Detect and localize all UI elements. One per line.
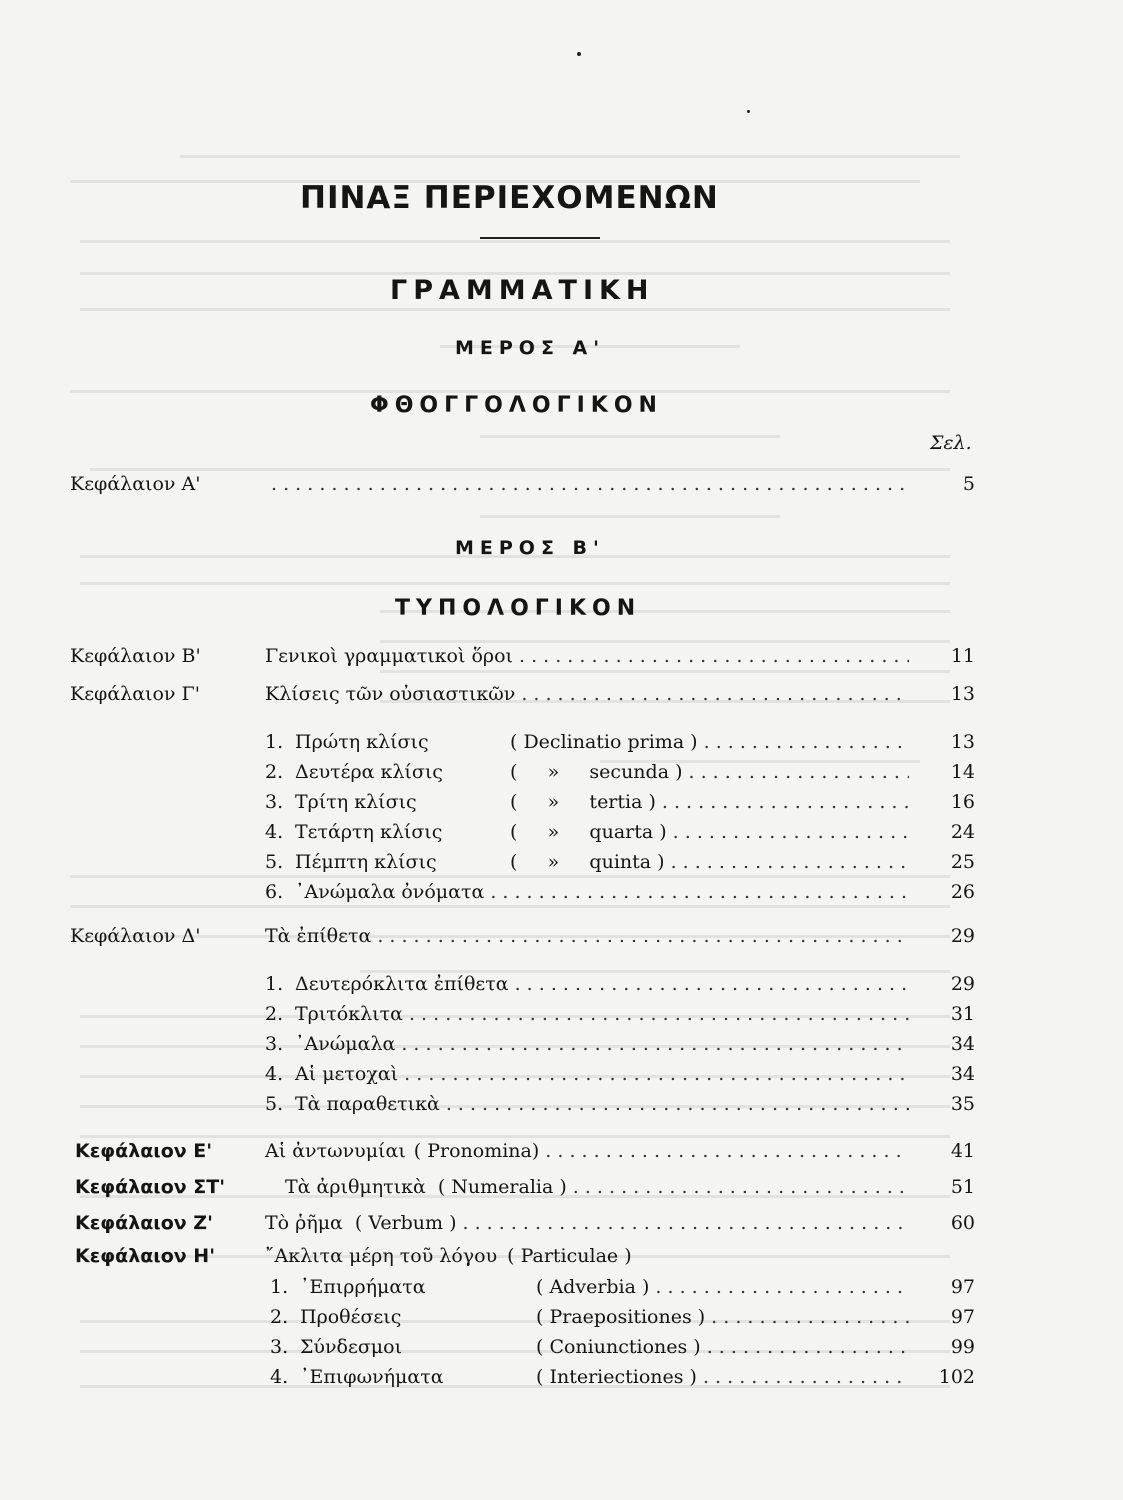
toc-entry	[75, 1176, 975, 1206]
sub-number: 6.	[265, 881, 284, 903]
sub-number: 4.	[265, 1063, 284, 1085]
entry-title: Κλίσεις τῶν οὐσιαστικῶν	[265, 683, 516, 705]
leader-dots	[545, 1140, 909, 1162]
latin-term: ( » secunda )	[510, 761, 683, 783]
toc-subentry	[265, 1033, 975, 1063]
page-number: 51	[950, 1176, 975, 1198]
chapter-label: Κεφάλαιον Γ'	[70, 683, 200, 705]
latin-term: ( Coniunctiones )	[536, 1336, 701, 1358]
latin-term: ( Praepositiones )	[536, 1306, 706, 1328]
toc-subentry	[265, 851, 975, 881]
leader-dots	[490, 881, 909, 903]
section-phonology-heading: ΦΘΟΓΓΟΛΟΓΙΚΟΝ	[370, 393, 663, 418]
leader-dots	[519, 645, 909, 667]
grammar-heading: ΓΡΑΜΜΑΤΙΚΗ	[390, 275, 655, 306]
entry-title: Τὸ ῥῆμα	[265, 1212, 343, 1234]
toc-subentry	[265, 1093, 975, 1123]
leader-dots	[446, 1093, 909, 1115]
page-number: 5	[962, 473, 975, 495]
entry-title: Τὰ ἐπίθετα	[265, 925, 372, 947]
sub-number: 3.	[265, 791, 284, 813]
toc-subentry	[265, 821, 975, 851]
page-number: 14	[950, 761, 975, 783]
toc-entry	[70, 925, 975, 955]
sub-title: ᾿Επιφωνήματα	[300, 1366, 444, 1388]
toc-subentry	[265, 881, 975, 911]
leader-dots	[673, 821, 909, 843]
sub-number: 5.	[265, 851, 284, 873]
sub-title: ᾿Επιρρήματα	[300, 1276, 426, 1298]
latin-term: ( Particulae )	[507, 1245, 632, 1267]
chapter-label: Κεφάλαιον Ζ'	[75, 1212, 213, 1234]
page-number: 29	[950, 925, 975, 947]
sub-title: Τριτόκλιτα	[295, 1003, 403, 1025]
entry-title: Τὰ ἀριθμητικὰ	[285, 1176, 426, 1198]
chapter-label: Κεφάλαιον Α'	[70, 473, 201, 495]
sub-title: Σύνδεσμοι	[300, 1336, 403, 1358]
page-number: 29	[950, 973, 975, 995]
latin-term: ( » quinta )	[510, 851, 665, 873]
part-a-heading: ΜΕΡΟΣ Α'	[455, 337, 606, 359]
entry-title: ῎Ακλιτα μέρη τοῦ λόγου	[265, 1245, 498, 1267]
leader-dots	[688, 761, 909, 783]
leader-dots	[377, 925, 909, 947]
toc-entry	[70, 645, 975, 675]
chapter-label: Κεφάλαιον Ε'	[75, 1140, 213, 1162]
sub-number: 4.	[270, 1366, 289, 1388]
leader-dots	[703, 1366, 909, 1388]
page-title: ΠΙΝΑΞ ΠΕΡΙΕΧΟΜΕΝΩΝ	[300, 180, 719, 216]
latin-term: ( Adverbia )	[536, 1276, 650, 1298]
page-number: 102	[938, 1366, 975, 1388]
sub-title: Δευτέρα κλίσις	[295, 761, 443, 783]
toc-subentry	[265, 791, 975, 821]
toc-entry	[70, 473, 975, 503]
sub-number: 4.	[265, 821, 284, 843]
chapter-label: Κεφάλαιον Β'	[70, 645, 201, 667]
chapter-label: Κεφάλαιον ΣΤ'	[75, 1176, 226, 1198]
page-number: 35	[950, 1093, 975, 1115]
sub-title: Αἱ μετοχαὶ	[295, 1063, 399, 1085]
title-rule	[480, 237, 600, 239]
leader-dots	[521, 683, 909, 705]
speck	[747, 110, 750, 113]
toc-subentry	[265, 731, 975, 761]
leader-dots	[662, 791, 909, 813]
toc-subentry	[270, 1276, 975, 1306]
speck	[577, 52, 581, 56]
latin-term: ( Pronomina)	[413, 1140, 540, 1162]
sub-title: Προθέσεις	[300, 1306, 402, 1328]
sub-number: 1.	[265, 731, 284, 753]
entry-title: Γενικοὶ γραμματικοὶ ὅροι	[265, 645, 513, 667]
toc-subentry	[265, 1003, 975, 1033]
page-number: 13	[950, 731, 975, 753]
sub-number: 3.	[270, 1336, 289, 1358]
leader-dots	[271, 473, 909, 495]
latin-term: ( Declinatio prima )	[510, 731, 698, 753]
toc-subentry	[270, 1366, 975, 1396]
page-number: 99	[950, 1336, 975, 1358]
page-number: 31	[950, 1003, 975, 1025]
latin-term: ( » tertia )	[510, 791, 656, 813]
sub-number: 3.	[265, 1033, 284, 1055]
part-b-heading: ΜΕΡΟΣ Β'	[455, 537, 605, 559]
leader-dots	[404, 1063, 909, 1085]
leader-dots	[711, 1306, 909, 1328]
sub-title: Τρίτη κλίσις	[295, 791, 417, 813]
latin-term: ( Numeralia )	[437, 1176, 567, 1198]
toc-entry	[70, 683, 975, 713]
latin-term: ( » quarta )	[510, 821, 667, 843]
sub-number: 1.	[265, 973, 284, 995]
section-typology-heading: ΤΥΠΟΛΟΓΙΚΟΝ	[395, 596, 642, 621]
page-column-label: Σελ.	[930, 432, 972, 454]
leader-dots	[409, 1003, 909, 1025]
page-number: 41	[950, 1140, 975, 1162]
chapter-label: Κεφάλαιον Δ'	[70, 925, 201, 947]
toc-subentry	[265, 1063, 975, 1093]
leader-dots	[704, 731, 909, 753]
toc-subentry	[265, 761, 975, 791]
sub-title: ᾿Ανώμαλα	[295, 1033, 396, 1055]
page-number: 11	[950, 645, 975, 667]
page-number: 34	[950, 1063, 975, 1085]
latin-term: ( Verbum )	[354, 1212, 457, 1234]
leader-dots	[401, 1033, 909, 1055]
page-number: 16	[950, 791, 975, 813]
sub-title: Πρώτη κλίσις	[295, 731, 429, 753]
toc-entry	[75, 1140, 975, 1170]
sub-number: 2.	[265, 761, 284, 783]
toc-subentry	[270, 1336, 975, 1366]
leader-dots	[515, 973, 909, 995]
page-number: 97	[950, 1276, 975, 1298]
sub-title: Τετάρτη κλίσις	[295, 821, 443, 843]
toc-subentry	[265, 973, 975, 1003]
leader-dots	[463, 1212, 909, 1234]
toc-subentry	[270, 1306, 975, 1336]
page-number: 60	[950, 1212, 975, 1234]
latin-term: ( Interiectiones )	[536, 1366, 697, 1388]
sub-number: 2.	[270, 1306, 289, 1328]
sub-number: 1.	[270, 1276, 289, 1298]
sub-title: Τὰ παραθετικὰ	[295, 1093, 440, 1115]
leader-dots	[671, 851, 909, 873]
sub-number: 5.	[265, 1093, 284, 1115]
sub-title: ᾿Ανώμαλα ὀνόματα	[295, 881, 485, 903]
page-number: 26	[950, 881, 975, 903]
page-number: 13	[950, 683, 975, 705]
sub-title: Δευτερόκλιτα ἐπίθετα	[295, 973, 509, 995]
entry-title: Αἱ ἀντωνυμίαι	[265, 1140, 406, 1162]
page-number: 25	[950, 851, 975, 873]
leader-dots	[707, 1336, 909, 1358]
toc-entry	[75, 1245, 775, 1275]
page-number: 97	[950, 1306, 975, 1328]
leader-dots	[573, 1176, 909, 1198]
sub-number: 2.	[265, 1003, 284, 1025]
toc-entry	[75, 1212, 975, 1242]
page-number: 24	[950, 821, 975, 843]
leader-dots	[655, 1276, 909, 1298]
page-number: 34	[950, 1033, 975, 1055]
chapter-label: Κεφάλαιον Η'	[75, 1245, 216, 1267]
sub-title: Πέμπτη κλίσις	[295, 851, 437, 873]
